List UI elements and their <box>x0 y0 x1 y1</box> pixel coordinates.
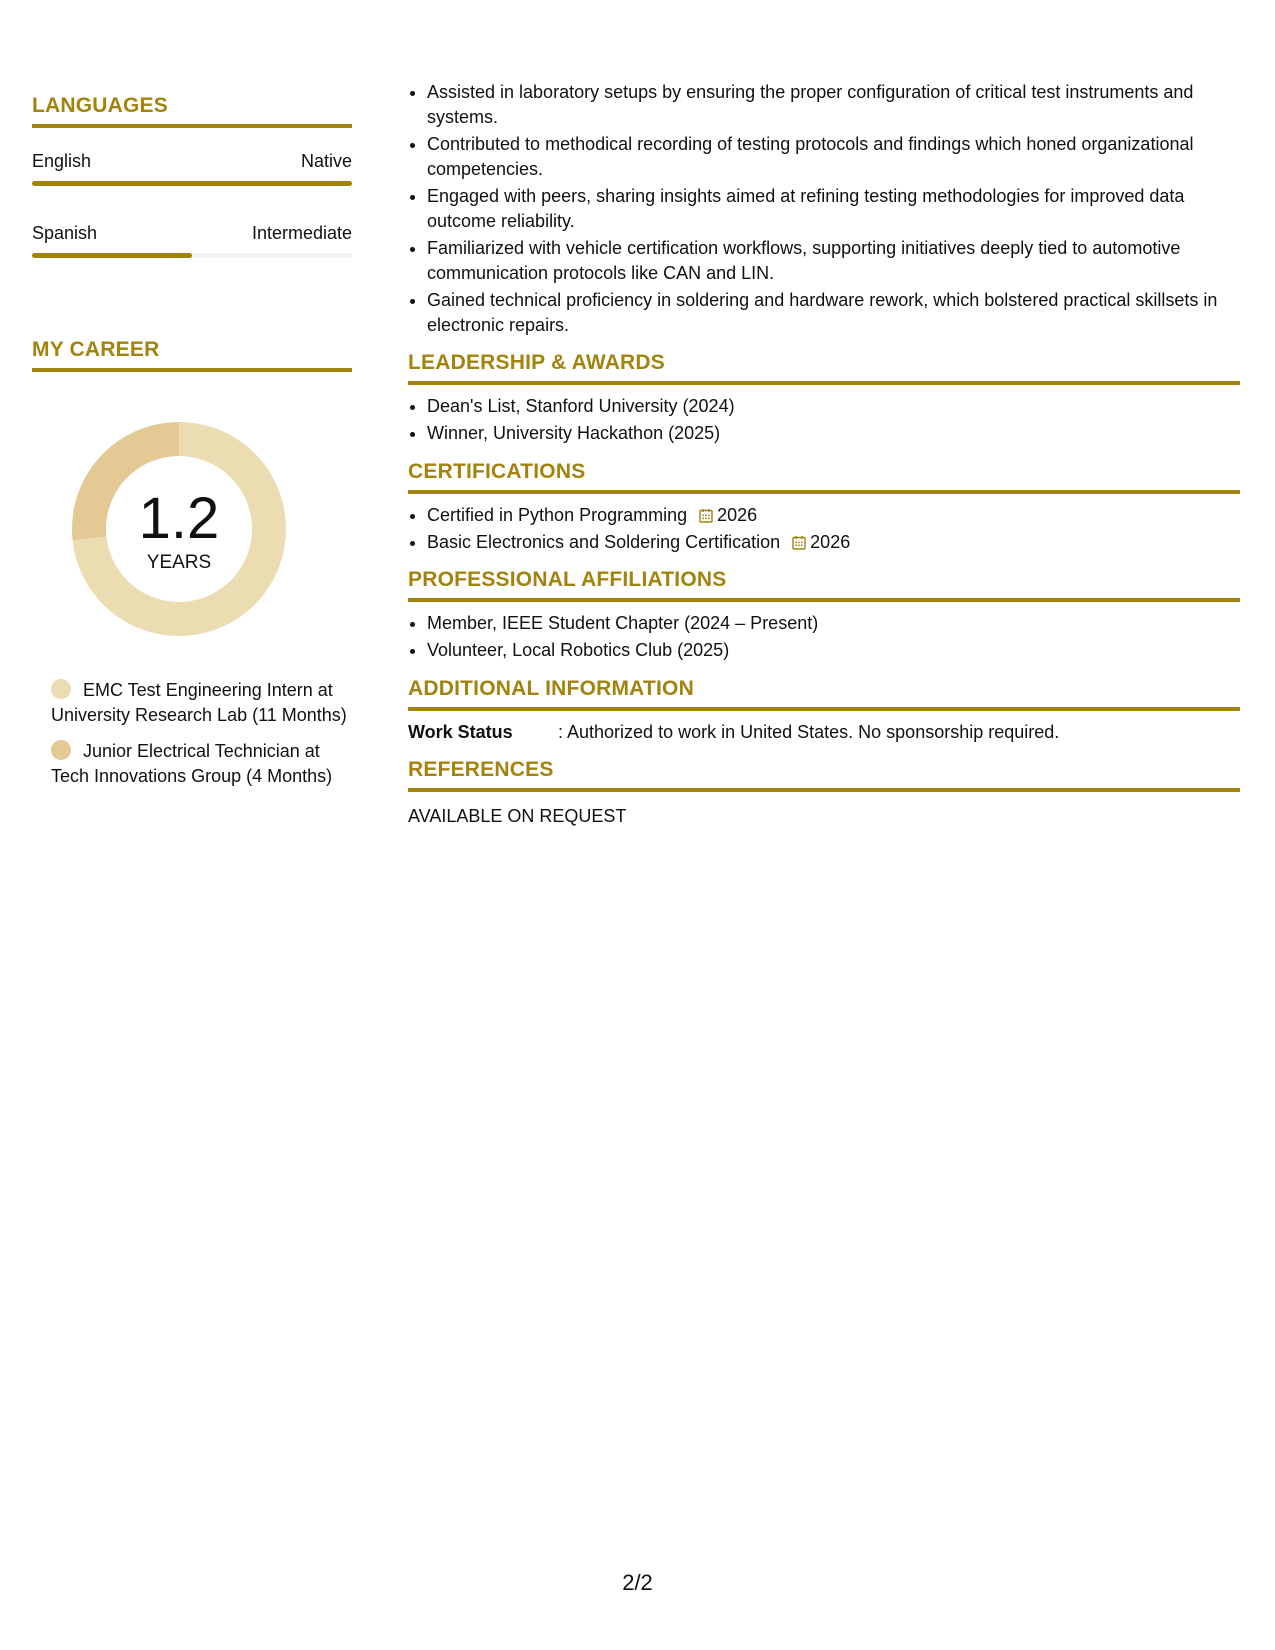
affiliation-item: • Volunteer, Local Robotics Club (2025) <box>427 638 1240 663</box>
experience-bullets <box>408 80 1240 337</box>
certification-year: 2026 <box>810 531 851 552</box>
certifications-section <box>408 460 1240 555</box>
career-title: MY CAREER <box>32 338 352 372</box>
references-text: AVAILABLE ON REQUEST <box>408 805 627 826</box>
additional-info-title: ADDITIONAL INFORMATION <box>408 677 1240 711</box>
certification-item <box>427 530 1240 555</box>
career-donut-chart <box>66 416 292 642</box>
experience-bullet: • Familiarized with vehicle certification workflows, supporting initiatives deeply tied to automotive communication protocols like CAN and LIN. <box>427 236 1240 285</box>
certification-name: Certified in Python Programming <box>427 504 688 525</box>
career-total-years: 1.2 <box>138 486 220 551</box>
language-bar <box>32 181 352 186</box>
career-legend-item <box>51 678 352 727</box>
language-level: Native <box>300 151 352 171</box>
affiliation-item: • Member, IEEE Student Chapter (2024 – Present) <box>427 611 1240 636</box>
language-spanish <box>32 222 352 258</box>
certification-item <box>427 503 1240 528</box>
career-legend-item <box>51 739 352 788</box>
leadership-item: • Winner, University Hackathon (2025) <box>427 421 1240 446</box>
experience-bullet: • Assisted in laboratory setups by ensuring the proper configuration of critical test instruments and systems. <box>427 80 1240 129</box>
leadership-section <box>408 351 1240 446</box>
certifications-title: CERTIFICATIONS <box>408 460 1240 494</box>
language-level: Intermediate <box>251 223 352 243</box>
calendar-icon <box>699 508 713 523</box>
career-section <box>32 338 352 788</box>
legend-dot-icon <box>51 740 71 760</box>
languages-section <box>32 94 352 258</box>
left-column <box>32 94 352 800</box>
language-bar <box>32 253 352 258</box>
language-english <box>32 150 352 186</box>
legend-label: EMC Test Engineering Intern at University Research Lab (11 Months) <box>51 680 347 725</box>
certification-name: Basic Electronics and Soldering Certification <box>427 531 781 552</box>
experience-bullet: • Gained technical proficiency in soldering and hardware rework, which bolstered practical skillsets in electronic repairs. <box>427 288 1240 337</box>
work-status-row <box>408 720 1240 744</box>
experience-bullet: • Engaged with peers, sharing insights aimed at refining testing methodologies for improved data outcome reliability. <box>427 184 1240 233</box>
legend-label: Junior Electrical Technician at Tech Innovations Group (4 Months) <box>51 741 333 786</box>
languages-title: LANGUAGES <box>32 94 352 128</box>
language-name: English <box>32 151 92 171</box>
leadership-title: LEADERSHIP & AWARDS <box>408 351 1240 385</box>
references-title: REFERENCES <box>408 758 1240 792</box>
additional-info-section <box>408 677 1240 744</box>
career-total-unit: YEARS <box>146 552 212 573</box>
leadership-item: • Dean's List, Stanford University (2024) <box>427 394 1240 419</box>
page-number: 2/2 <box>622 1570 653 1595</box>
calendar-icon <box>792 535 806 550</box>
experience-bullet: • Contributed to methodical recording of testing protocols and findings which honed organizational competencies. <box>427 132 1240 181</box>
right-column <box>408 80 1240 828</box>
language-bar-fill <box>32 181 352 186</box>
language-name: Spanish <box>32 223 98 243</box>
career-legend <box>51 678 352 788</box>
language-bar-fill <box>32 253 192 258</box>
certification-year: 2026 <box>717 504 758 525</box>
references-section <box>408 758 1240 828</box>
affiliations-title: PROFESSIONAL AFFILIATIONS <box>408 568 1240 602</box>
work-status-label: Work Status <box>408 721 513 742</box>
affiliations-section <box>408 568 1240 663</box>
legend-dot-icon <box>51 679 71 699</box>
work-status-value: : Authorized to work in United States. No sponsorship required. <box>558 721 1060 742</box>
